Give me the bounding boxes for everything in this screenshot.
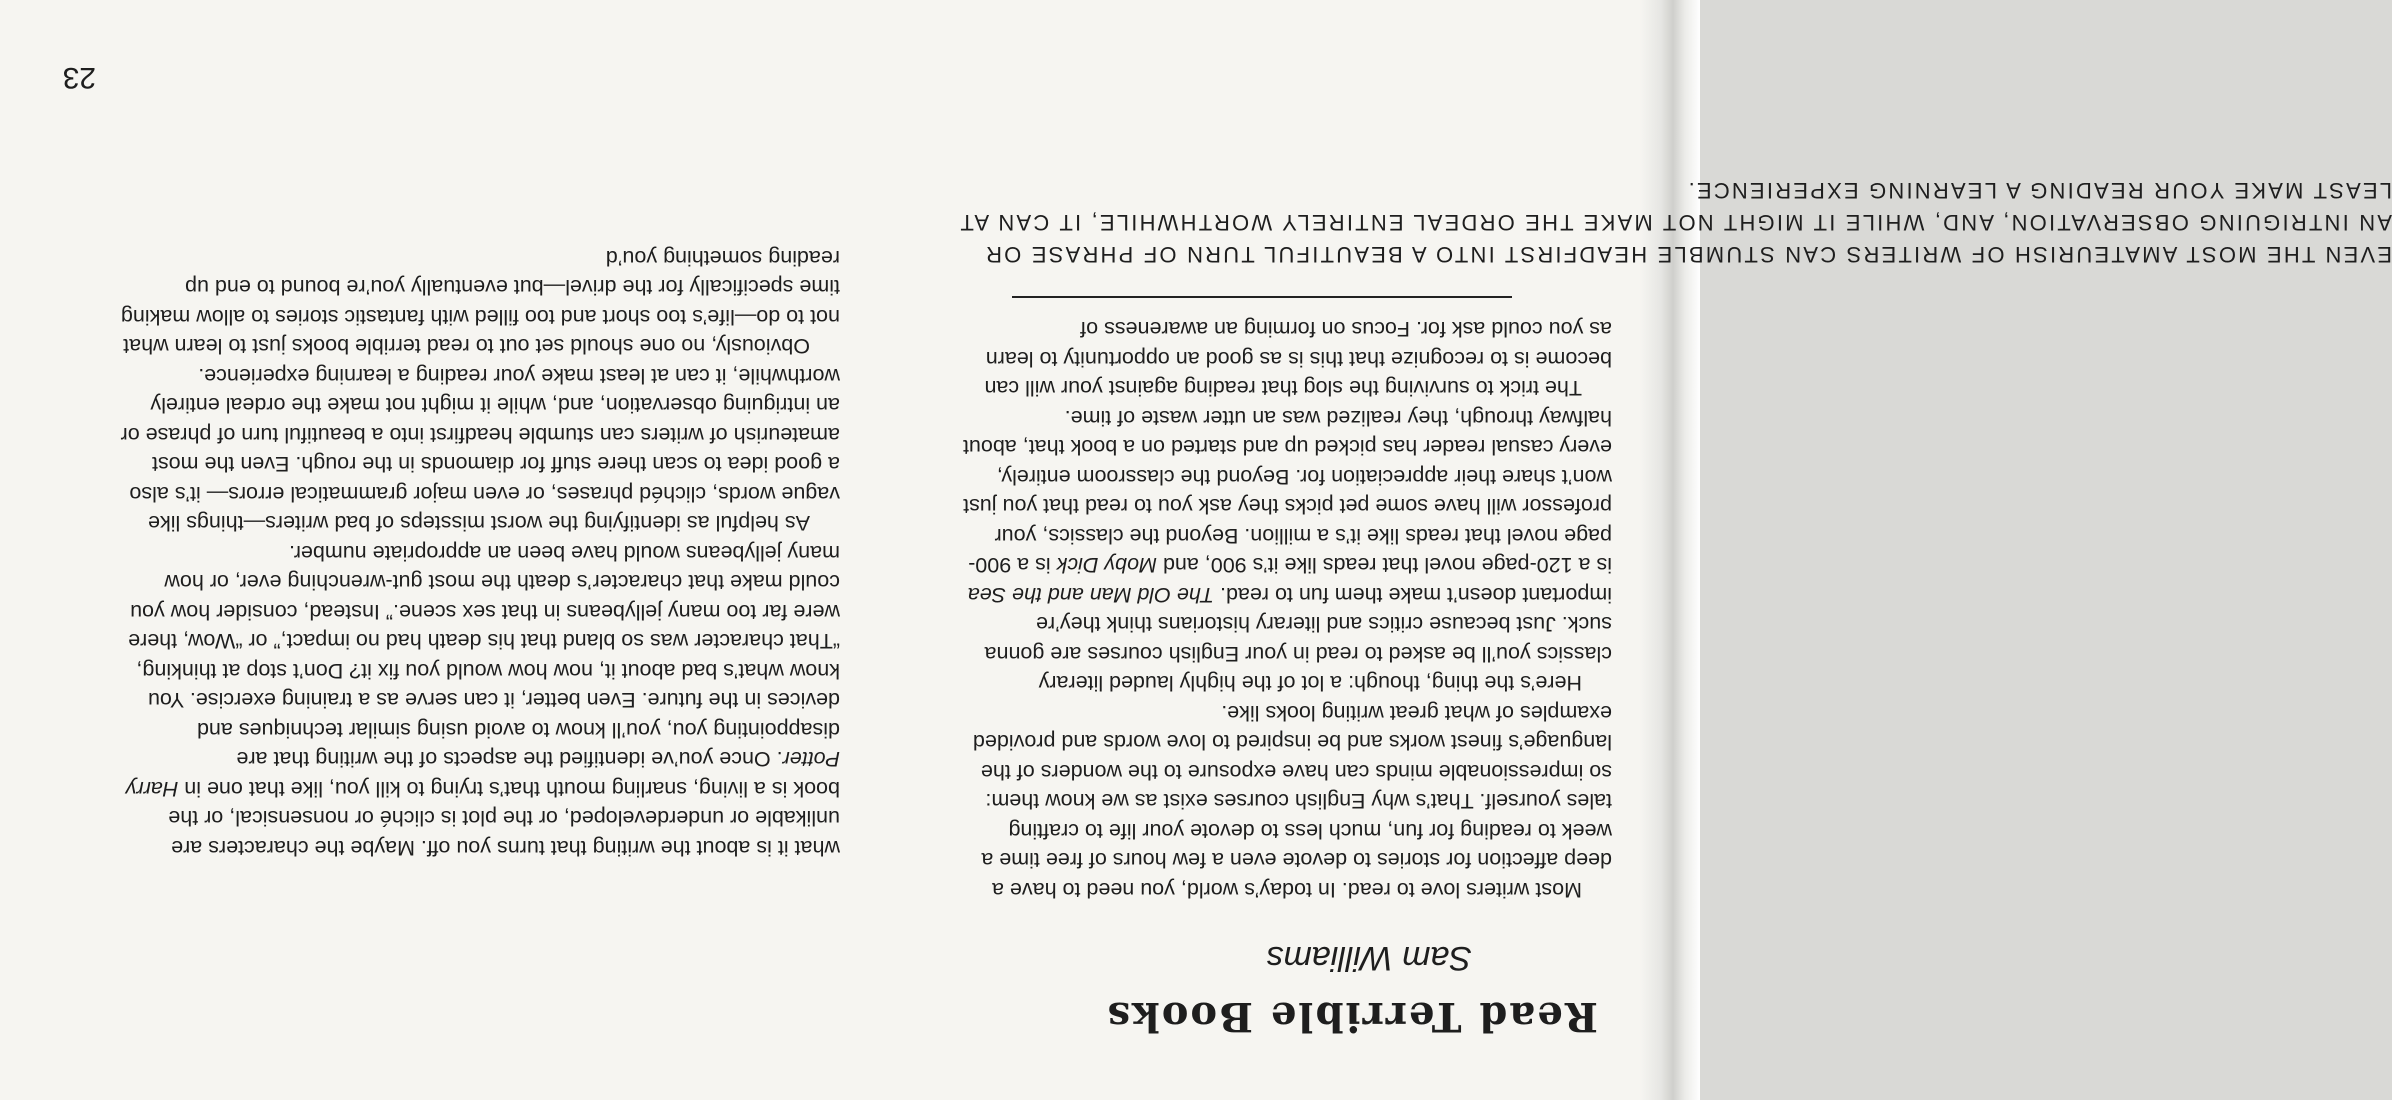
paragraph-1: Most writers love to read. In today’s world, you need to have a deep affection for stories to devote even a few hours of free time a week to reading for fun, much less to devote your life to crafting tales yourself. That’s why English courses exist as we know them: so impressionable minds can have exposure to the wonders of the language’s finest works and be inspired to love words and provided examples of what great writing looks like. (972, 701, 1612, 902)
article-title: Read Terrible Books (1105, 993, 1598, 1040)
article-author: Sam Williams (1266, 939, 1472, 977)
left-column (958, 174, 2392, 1040)
pull-quote: EVEN THE MOST AMATEURISH OF WRITERS CAN STUMBLE HEADFIRST INTO A BEAUTIFUL TURN OF PHRASE OR AN INTRIGUING OBSERVATION, AND, WHILE IT MIGHT NOT MAKE THE ORDEAL ENTIRELY WORTHWHILE, IT CAN AT LEAST MAKE YOUR READING A LEARNING EXPERIENCE. (958, 178, 2392, 267)
book-title-moby-dick: Moby Dick (1056, 553, 1157, 578)
paragraph-5: As helpful as identifying the worst missteps of bad writers—things like vague words, clichéd phrases, or even major grammatical errors— it’s also a good idea to scan there stuff for diamonds in the rough. Even the most amateurish of writers can stumble headfirst into a beautiful turn of phrase or an intriguing observation, and, while it might not make the ordeal entirely worthwhile, it can at least make your reading a learning experience. (120, 364, 840, 536)
paragraph-3: The trick to surviving the slog that reading against your will can become is to recognize that this is as good an opportunity to learn as you could ask for. Focus on forming an awareness of (984, 317, 1612, 401)
page-number: 23 (62, 61, 96, 94)
book-title-harry-potter: Harry Potter (125, 747, 840, 801)
section-divider (1012, 296, 1512, 298)
paragraph-2 (962, 403, 1612, 698)
paragraph-4 (120, 538, 840, 863)
right-column (120, 243, 840, 863)
paragraph-2-text-b: is a 120-page novel that reads like it’s 900, and (1162, 553, 1612, 578)
book-title-old-man: The Old Man and the Sea (967, 583, 1215, 607)
paragraph-6: Obviously, no one should set out to read terrible books just to learn what not to do—life’s too short and too filled with fantastic stories to allow making time specifically for the drivel—but eventually you’re bound to end up reading something you’d (120, 246, 840, 359)
paragraph-4-text-b: . Once you’ve identified the aspects of the writing that are disappointing you, you’ll know to avoid using similar techniques and devices in the future. Even better, it can serve as a training exercise. You know what’s bad about it, now how would you fix it? Don’t stop at thinking, “That character was so bland that his death had no impact,” or “Wow, there were far too many jellybeans in that sex scene.” Instead, consider how you could make that character’s death the most gut-wrenching ever, or how many jellybeans would have been an appropriate number. (128, 541, 840, 772)
paragraph-2-text-c: is a 900-page novel that reads like it’s a million. Beyond the classics, your professor will have some pet picks they ask you to read that you just won’t share their appreciation for. Beyond the classroom entirely, every casual reader has picked up and started on a book that, about halfway through, they realized was an utter waste of time. (962, 406, 1612, 578)
paragraph-2-text-a: Here’s the thing, though: a lot of the highly lauded literary classics you’ll be asked to read in your English courses are gonna suck. Just because critics and literary historians think they’re important doesn’t make them fun to read. (984, 583, 1612, 696)
paragraph-4-text-a: what it is about the writing that turns you off. Maybe the characters are unlikable or underdeveloped, or the plot is cliché or nonsensical, or the book is a living, snarling mouth that’s trying to kill you, like that one in (168, 777, 840, 860)
